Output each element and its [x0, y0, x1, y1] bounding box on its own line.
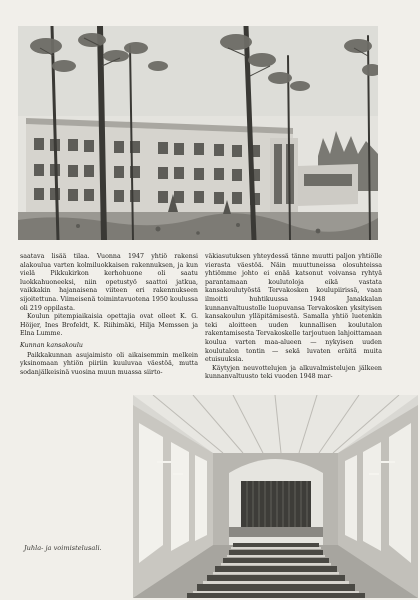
- assembly-hall-photo: [133, 395, 418, 598]
- school-building-image: [18, 26, 378, 240]
- paragraph: väkiasutuksen yhteydessä tänne muutti paljon yhtiölle vierasta väestöä. Näin muuttuneissa olosuhteissa yhtiömme johto ei enää katsonut voivansa ryhtyä parantamaan koulutoloja eikä vastata kansakoulutyöstä Tervakosken koulupiirissä, vaan ilmoitti huhtikuussa 1948 Janakkalan kunnanvaltuustolle luopuvansa Tervakosken yksityisen kansakoulun ylläpitämisestä. Samalla yhtiö luetenkin teki aloitteen uuden kunnallisen koulutalon rakentamisesta Tervakoskelle tarjoutuen lahjoittamaan koulua varten maa-alueen — nykyisen uuden koulutalon tontin — sekä luvaten eräitä muita etuisuuksia.: [205, 253, 382, 364]
- paragraph: saatava lisää tilaa. Vuonna 1947 yhtiö rakensi alakoulua varten kolmiluokkaisen rakennuksen, ja kun vielä Pikkukirkon kerhohuone oli saatu luokkahuoneeksi, niin opetustyö saattoi jatkua, vaikkakin hajanaisena viiteen eri rakennukseen sijoitettuna. Viimeisenä toimintavuotena 1950 koulussa oli 219 oppilasta.: [20, 253, 198, 312]
- paragraph: Koulun pitempiaikaisia opettajia ovat olleet K. G. Höijer, Ines Brofeldt, K. Riihimäki, Hilja Memssen ja Elna Lumme.: [20, 313, 198, 338]
- text-column-right: [205, 253, 382, 382]
- text-column-left: [20, 253, 198, 377]
- paragraph: Paikkakunnan asujaimisto oli aikaisemmin melkein yksinomaan yhtiön piiriin kuuluvaa väestöä, mutta sodanjälkeisinä vuosina muun muassa siirto-: [20, 351, 198, 376]
- section-heading: Kunnan kansakoulu: [20, 341, 83, 349]
- school-building-photo: [18, 26, 378, 240]
- paragraph: Käytyjen neuvottelujen ja alkuvalmistelujen jälkeen kunnanvaltuusto teki vuoden 1948 mar-: [205, 364, 382, 381]
- assembly-hall-image: [133, 395, 418, 598]
- photo-caption: Juhla- ja voimistelusali.: [24, 544, 102, 552]
